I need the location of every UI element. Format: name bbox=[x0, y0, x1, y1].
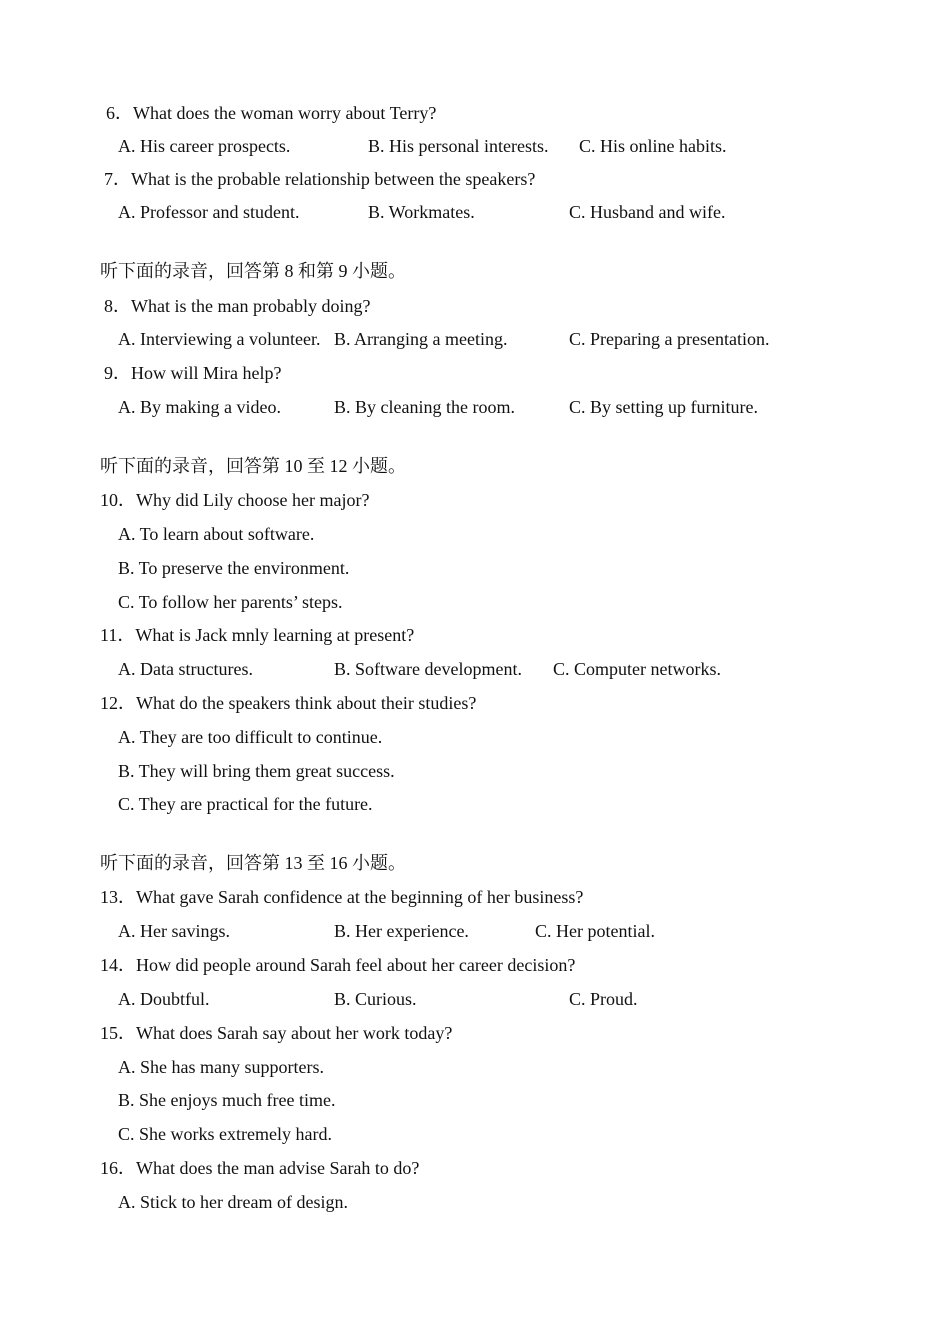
question-15-option-b: B. She enjoys much free time. bbox=[118, 1090, 336, 1110]
question-6-stem: 6．What does the woman worry about Terry? bbox=[106, 103, 437, 123]
question-14-option-c: C. Proud. bbox=[569, 989, 638, 1009]
question-14-option-a: A. Doubtful. bbox=[118, 989, 210, 1009]
question-11-stem: 11．What is Jack mnly learning at present? bbox=[100, 625, 415, 645]
question-13-stem: 13．What gave Sarah confidence at the beginning of her business? bbox=[100, 887, 584, 907]
question-9-option-b: B. By cleaning the room. bbox=[334, 397, 515, 417]
question-11-option-a: A. Data structures. bbox=[118, 659, 253, 679]
question-7-option-c: C. Husband and wife. bbox=[569, 202, 726, 222]
question-7-option-b: B. Workmates. bbox=[368, 202, 475, 222]
question-7-option-a: A. Professor and student. bbox=[118, 202, 300, 222]
question-6-option-c: C. His online habits. bbox=[579, 136, 727, 156]
question-13-option-c: C. Her potential. bbox=[535, 921, 655, 941]
section-heading-8-9: 听下面的录音，回答第 8 和第 9 小题。 bbox=[100, 261, 406, 281]
question-6-option-a: A. His career prospects. bbox=[118, 136, 291, 156]
question-15-option-a: A. She has many supporters. bbox=[118, 1057, 324, 1077]
question-11-option-b: B. Software development. bbox=[334, 659, 522, 679]
question-10-option-b: B. To preserve the environment. bbox=[118, 558, 350, 578]
section-heading-10-12: 听下面的录音，回答第 10 至 12 小题。 bbox=[100, 456, 406, 476]
question-8-option-c: C. Preparing a presentation. bbox=[569, 329, 770, 349]
question-8-option-a: A. Interviewing a volunteer. bbox=[118, 329, 321, 349]
question-9-option-c: C. By setting up furniture. bbox=[569, 397, 758, 417]
question-9-stem: 9．How will Mira help? bbox=[104, 363, 282, 383]
question-6-option-b: B. His personal interests. bbox=[368, 136, 549, 156]
question-12-option-b: B. They will bring them great success. bbox=[118, 761, 395, 781]
question-8-option-b: B. Arranging a meeting. bbox=[334, 329, 508, 349]
question-16-option-a: A. Stick to her dream of design. bbox=[118, 1192, 348, 1212]
question-15-stem: 15．What does Sarah say about her work today? bbox=[100, 1023, 453, 1043]
question-9-option-a: A. By making a video. bbox=[118, 397, 281, 417]
question-13-option-a: A. Her savings. bbox=[118, 921, 230, 941]
question-10-option-c: C. To follow her parents’ steps. bbox=[118, 592, 343, 612]
question-10-option-a: A. To learn about software. bbox=[118, 524, 315, 544]
question-13-option-b: B. Her experience. bbox=[334, 921, 469, 941]
question-7-stem: 7．What is the probable relationship between the speakers? bbox=[104, 169, 536, 189]
question-14-option-b: B. Curious. bbox=[334, 989, 417, 1009]
question-15-option-c: C. She works extremely hard. bbox=[118, 1124, 332, 1144]
question-11-option-c: C. Computer networks. bbox=[553, 659, 721, 679]
question-10-stem: 10．Why did Lily choose her major? bbox=[100, 490, 370, 510]
question-12-stem: 12．What do the speakers think about their studies? bbox=[100, 693, 477, 713]
question-12-option-a: A. They are too difficult to continue. bbox=[118, 727, 383, 747]
question-16-stem: 16．What does the man advise Sarah to do? bbox=[100, 1158, 420, 1178]
section-heading-13-16: 听下面的录音，回答第 13 至 16 小题。 bbox=[100, 853, 406, 873]
question-12-option-c: C. They are practical for the future. bbox=[118, 794, 373, 814]
question-14-stem: 14．How did people around Sarah feel about her career decision? bbox=[100, 955, 576, 975]
question-8-stem: 8．What is the man probably doing? bbox=[104, 296, 371, 316]
